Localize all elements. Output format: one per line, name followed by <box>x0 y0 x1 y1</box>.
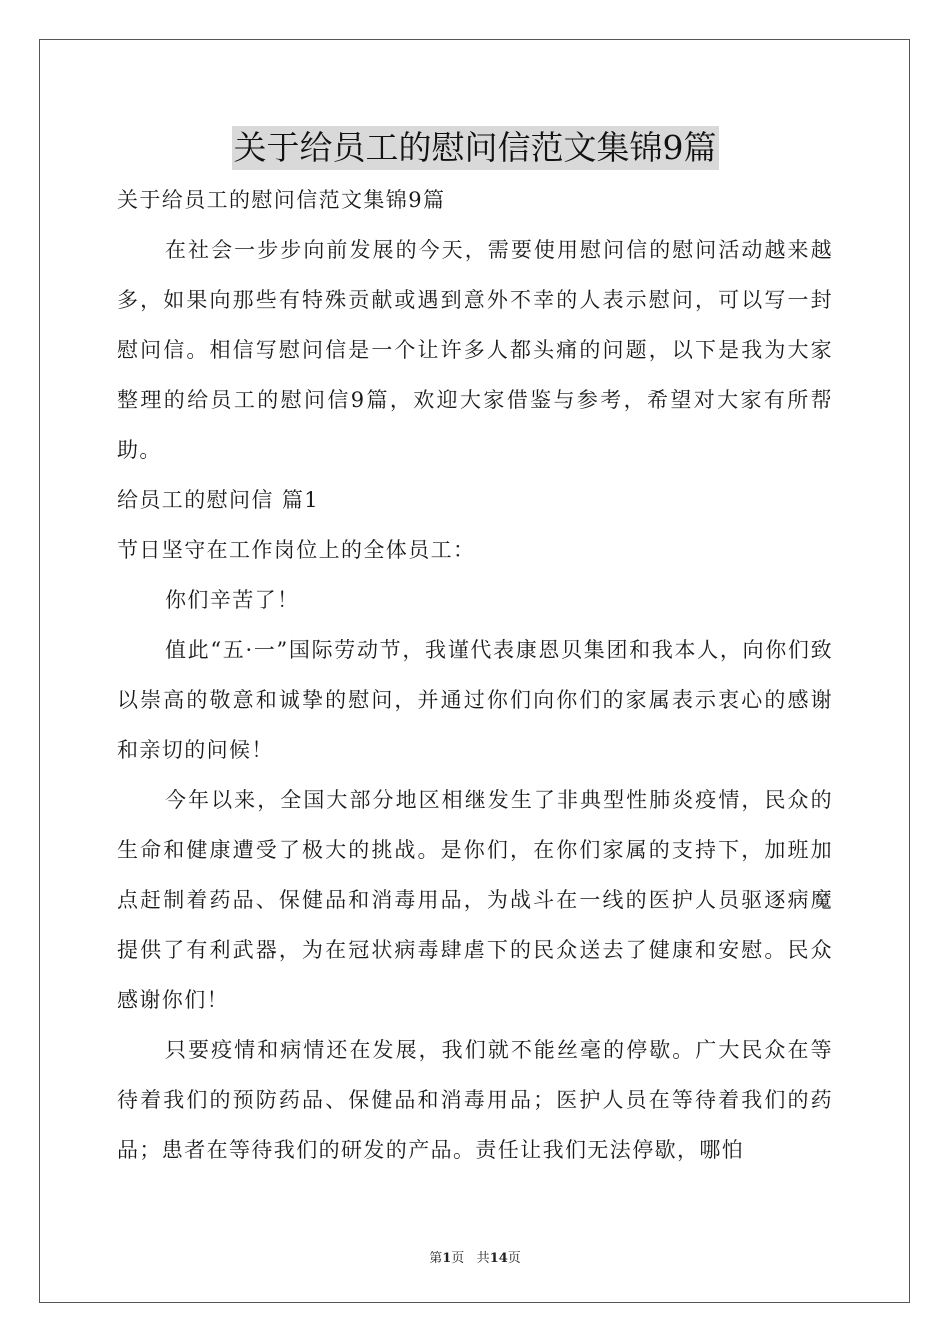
paragraph-greeting: 你们辛苦了！ <box>165 588 300 612</box>
paragraph-section-heading: 给员工的慰问信 篇1 <box>117 488 320 512</box>
footer-page-prefix: 第 <box>429 1251 443 1266</box>
paragraph-body-2: 今年以来，全国大部分地区相继发生了非典型性肺炎疫情，民众的生命和健康遭受了极大的挑战。是你们，在你们家属的支持下，加班加点赶制着药品、保健品和消毒用品，为战斗在一线的医护人员驱逐病魔提供了有利武器，为在冠状病毒肆虐下的民众送去了健康和安慰。民众感谢你们！ <box>117 788 833 1012</box>
title-container <box>0 126 950 170</box>
document-title: 关于给员工的慰问信范文集锦9篇 <box>232 126 719 170</box>
footer-total-suffix: 页 <box>507 1251 521 1266</box>
paragraph-body-3: 只要疫情和病情还在发展，我们就不能丝毫的停歇。广大民众在等待着我们的预防药品、保健品和消毒用品；医护人员在等待着我们的药品；患者在等待我们的研发的产品。责任让我们无法停歇，哪怕 <box>117 1038 833 1162</box>
paragraph-body-1: 值此“五·一”国际劳动节，我谨代表康恩贝集团和我本人，向你们致以崇高的敬意和诚挚的慰问，并通过你们向你们的家属表示衷心的感谢和亲切的问候！ <box>117 638 833 762</box>
page-footer <box>0 1247 950 1266</box>
footer-page-number: 1 <box>442 1251 452 1266</box>
footer-total-prefix: 共 <box>476 1251 490 1266</box>
paragraph-subtitle: 关于给员工的慰问信范文集锦9篇 <box>117 188 446 212</box>
footer-page-suffix: 页 <box>451 1251 465 1266</box>
footer-total-pages: 14 <box>489 1251 508 1266</box>
paragraph-salutation: 节日坚守在工作岗位上的全体员工： <box>117 538 476 562</box>
document-body <box>117 175 833 1175</box>
paragraph-intro: 在社会一步步向前发展的今天，需要使用慰问信的慰问活动越来越多，如果向那些有特殊贡献或遇到意外不幸的人表示慰问，可以写一封慰问信。相信写慰问信是一个让许多人都头痛的问题，以下是我为大家整理的给员工的慰问信9篇，欢迎大家借鉴与参考，希望对大家有所帮助。 <box>117 238 833 462</box>
